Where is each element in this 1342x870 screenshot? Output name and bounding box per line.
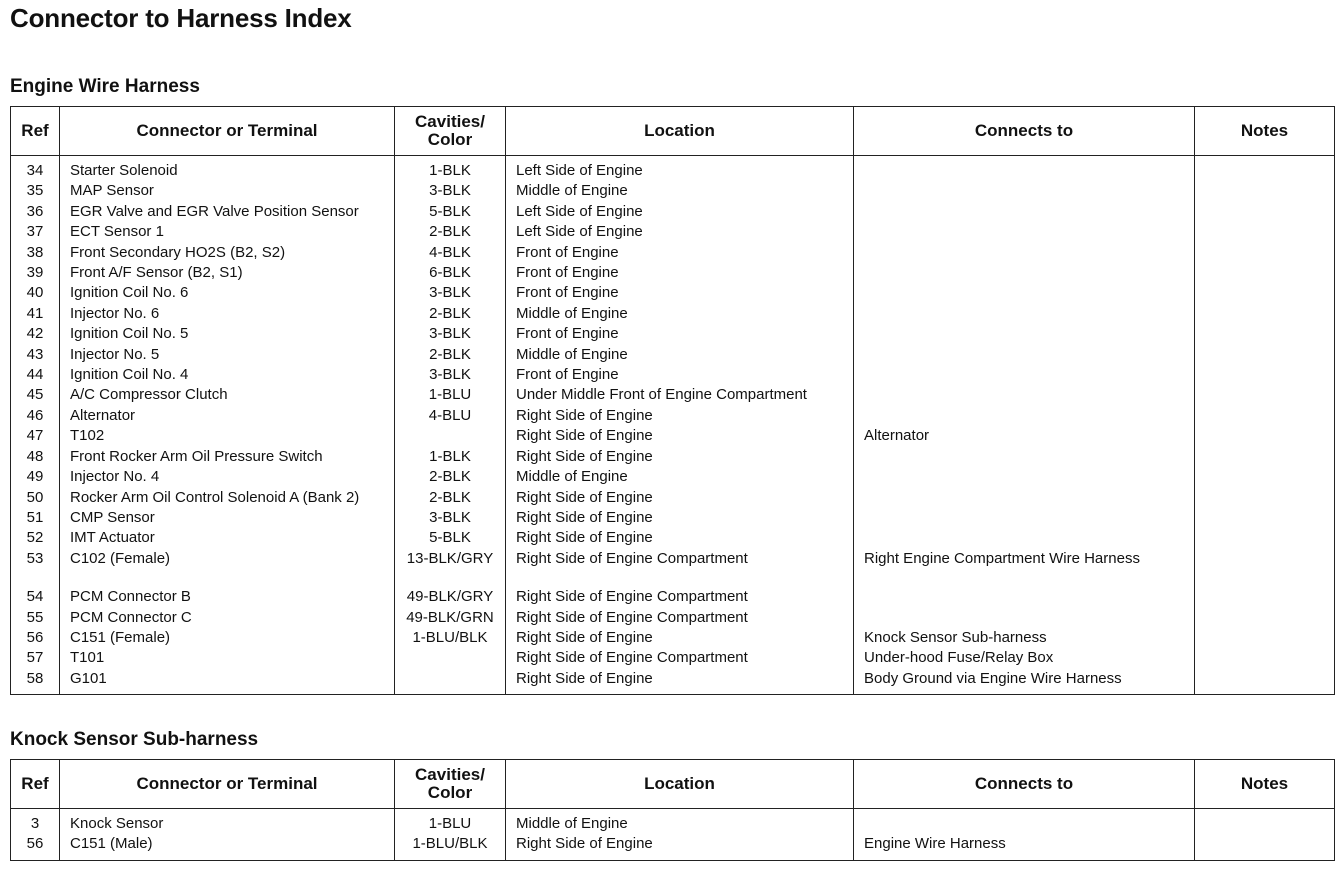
cavities-header-line1: Cavities/: [415, 112, 485, 131]
cell-cavities: 2-BLK: [395, 488, 506, 508]
cell-connects-to: [854, 263, 1195, 283]
cell-ref: 34: [11, 156, 60, 182]
cell-ref: 49: [11, 467, 60, 487]
cell-notes: [1195, 648, 1335, 668]
cell-notes: [1195, 243, 1335, 263]
cell-connects-to: [854, 304, 1195, 324]
cell-notes: [1195, 406, 1335, 426]
cell-location: Right Side of Engine: [506, 488, 854, 508]
cell-ref: 50: [11, 488, 60, 508]
cell-location: Under Middle Front of Engine Compartment: [506, 385, 854, 405]
cell-ref: 45: [11, 385, 60, 405]
cell-ref: 39: [11, 263, 60, 283]
cell-cavities: 1-BLU/BLK: [395, 628, 506, 648]
table-row: [11, 809, 1335, 835]
cell-connects-to: [854, 222, 1195, 242]
column-header-connects-to: Connects to: [854, 760, 1195, 809]
cell-connects-to: Alternator: [854, 426, 1195, 446]
cell-cavities: 3-BLK: [395, 365, 506, 385]
cell-location: Right Side of Engine Compartment: [506, 648, 854, 668]
cell-cavities: 3-BLK: [395, 181, 506, 201]
cell-notes: [1195, 628, 1335, 648]
cell-connector: Injector No. 4: [60, 467, 395, 487]
table-row: [11, 508, 1335, 528]
cell-location: Middle of Engine: [506, 181, 854, 201]
table-row: [11, 345, 1335, 365]
cell-connects-to: [854, 508, 1195, 528]
cell-ref: 55: [11, 608, 60, 628]
cell-notes: [1195, 669, 1335, 695]
cell-connector: ECT Sensor 1: [60, 222, 395, 242]
cell-ref: 53: [11, 549, 60, 569]
table-row: [11, 834, 1335, 860]
cell-connector: PCM Connector B: [60, 587, 395, 607]
cell-notes: [1195, 156, 1335, 182]
cell-cavities: 2-BLK: [395, 345, 506, 365]
cell-notes: [1195, 181, 1335, 201]
table-row: [11, 669, 1335, 695]
section-title-engine-wire-harness: Engine Wire Harness: [10, 76, 200, 97]
cell-ref: 54: [11, 587, 60, 607]
cell-connects-to: [854, 202, 1195, 222]
column-header-notes: Notes: [1195, 760, 1335, 809]
cell-ref: 52: [11, 528, 60, 548]
cell-connector: Ignition Coil No. 4: [60, 365, 395, 385]
column-header-connects-to: Connects to: [854, 107, 1195, 156]
table-row: [11, 608, 1335, 628]
cell-cavities: 4-BLK: [395, 243, 506, 263]
cell-location: Front of Engine: [506, 243, 854, 263]
cell-location: Front of Engine: [506, 283, 854, 303]
cell-connector: Front A/F Sensor (B2, S1): [60, 263, 395, 283]
cell-notes: [1195, 345, 1335, 365]
cell-cavities: 3-BLK: [395, 324, 506, 344]
engine-wire-harness-rows: [11, 156, 1335, 695]
cell-cavities: 6-BLK: [395, 263, 506, 283]
cell-connects-to: [854, 243, 1195, 263]
cell-location: Right Side of Engine: [506, 447, 854, 467]
cell-location: Middle of Engine: [506, 345, 854, 365]
cell-notes: [1195, 549, 1335, 569]
cell-ref: 40: [11, 283, 60, 303]
cell-connects-to: [854, 608, 1195, 628]
cell-ref: 38: [11, 243, 60, 263]
cell-cavities: 2-BLK: [395, 222, 506, 242]
cell-notes: [1195, 508, 1335, 528]
cell-notes: [1195, 467, 1335, 487]
column-header-connector: Connector or Terminal: [60, 760, 395, 809]
cell-notes: [1195, 587, 1335, 607]
cell-connector: Ignition Coil No. 5: [60, 324, 395, 344]
cell-connects-to: [854, 365, 1195, 385]
cell-connector: C102 (Female): [60, 549, 395, 569]
column-header-ref: Ref: [11, 760, 60, 809]
cell-ref: 36: [11, 202, 60, 222]
row-spacer: [11, 569, 1335, 587]
cell-ref: 41: [11, 304, 60, 324]
cell-notes: [1195, 304, 1335, 324]
cell-connector: T102: [60, 426, 395, 446]
cell-connects-to: Under-hood Fuse/Relay Box: [854, 648, 1195, 668]
table-row: [11, 243, 1335, 263]
cell-connects-to: [854, 181, 1195, 201]
column-header-location: Location: [506, 107, 854, 156]
engine-wire-harness-table: [10, 106, 1335, 695]
cell-notes: [1195, 809, 1335, 835]
cell-location: Right Side of Engine Compartment: [506, 549, 854, 569]
table-row: [11, 587, 1335, 607]
cell-ref: 48: [11, 447, 60, 467]
cell-notes: [1195, 222, 1335, 242]
cell-cavities: 5-BLK: [395, 202, 506, 222]
cell-ref: 51: [11, 508, 60, 528]
cell-cavities: 49-BLK/GRN: [395, 608, 506, 628]
cell-cavities: 4-BLU: [395, 406, 506, 426]
cell-connector: Front Secondary HO2S (B2, S2): [60, 243, 395, 263]
cell-location: Right Side of Engine: [506, 628, 854, 648]
cell-ref: 43: [11, 345, 60, 365]
cell-location: Right Side of Engine: [506, 426, 854, 446]
column-header-notes: Notes: [1195, 107, 1335, 156]
cell-connector: PCM Connector C: [60, 608, 395, 628]
cell-ref: 46: [11, 406, 60, 426]
table-row: [11, 181, 1335, 201]
table-row: [11, 365, 1335, 385]
cell-ref: 47: [11, 426, 60, 446]
cell-notes: [1195, 447, 1335, 467]
column-header-cavities: [395, 760, 506, 809]
cell-connector: MAP Sensor: [60, 181, 395, 201]
knock-sensor-sub-harness-table: [10, 759, 1335, 861]
cell-cavities: [395, 669, 506, 695]
cell-notes: [1195, 324, 1335, 344]
cell-connector: EGR Valve and EGR Valve Position Sensor: [60, 202, 395, 222]
table-row: [11, 385, 1335, 405]
table-row: [11, 156, 1335, 182]
cell-connector: CMP Sensor: [60, 508, 395, 528]
table-row: [11, 304, 1335, 324]
table-header-row: [11, 107, 1335, 156]
cell-ref: 56: [11, 834, 60, 860]
cell-connector: C151 (Female): [60, 628, 395, 648]
cell-notes: [1195, 528, 1335, 548]
cell-connector: Rocker Arm Oil Control Solenoid A (Bank 2): [60, 488, 395, 508]
table-row: [11, 549, 1335, 569]
cell-location: Left Side of Engine: [506, 222, 854, 242]
cell-connector: C151 (Male): [60, 834, 395, 860]
cell-connects-to: [854, 467, 1195, 487]
cell-cavities: 1-BLU/BLK: [395, 834, 506, 860]
cell-ref: 44: [11, 365, 60, 385]
cell-connects-to: [854, 488, 1195, 508]
cell-notes: [1195, 283, 1335, 303]
knock-sensor-sub-harness-rows: [11, 809, 1335, 861]
cell-location: Right Side of Engine Compartment: [506, 608, 854, 628]
cell-connects-to: [854, 345, 1195, 365]
cell-location: Left Side of Engine: [506, 202, 854, 222]
cell-location: Middle of Engine: [506, 304, 854, 324]
cell-location: Right Side of Engine: [506, 406, 854, 426]
column-header-cavities: [395, 107, 506, 156]
cell-location: Right Side of Engine: [506, 508, 854, 528]
cell-cavities: 13-BLK/GRY: [395, 549, 506, 569]
column-header-location: Location: [506, 760, 854, 809]
table-row: [11, 202, 1335, 222]
table-row: [11, 324, 1335, 344]
cell-notes: [1195, 426, 1335, 446]
cell-location: Front of Engine: [506, 324, 854, 344]
table-row: [11, 528, 1335, 548]
cell-connector: IMT Actuator: [60, 528, 395, 548]
table-row: [11, 406, 1335, 426]
table-row: [11, 447, 1335, 467]
cell-connector: Front Rocker Arm Oil Pressure Switch: [60, 447, 395, 467]
table-header-row: [11, 760, 1335, 809]
cell-location: Right Side of Engine Compartment: [506, 587, 854, 607]
column-header-ref: Ref: [11, 107, 60, 156]
cavities-header-line1: Cavities/: [415, 765, 485, 784]
cell-location: Right Side of Engine: [506, 528, 854, 548]
cell-connector: Injector No. 5: [60, 345, 395, 365]
cell-cavities: 1-BLK: [395, 447, 506, 467]
cell-connects-to: [854, 587, 1195, 607]
cell-connects-to: Right Engine Compartment Wire Harness: [854, 549, 1195, 569]
cell-connects-to: Engine Wire Harness: [854, 834, 1195, 860]
cell-location: Left Side of Engine: [506, 156, 854, 182]
cell-connector: Starter Solenoid: [60, 156, 395, 182]
table-row: [11, 488, 1335, 508]
table-row: [11, 467, 1335, 487]
cell-cavities: 49-BLK/GRY: [395, 587, 506, 607]
cell-connects-to: [854, 809, 1195, 835]
cell-connects-to: [854, 324, 1195, 344]
section-title-knock-sensor-sub-harness: Knock Sensor Sub-harness: [10, 729, 259, 750]
cell-notes: [1195, 834, 1335, 860]
cell-cavities: 5-BLK: [395, 528, 506, 548]
table-row: [11, 263, 1335, 283]
cell-cavities: 2-BLK: [395, 467, 506, 487]
cell-connector: G101: [60, 669, 395, 695]
page-title: Connector to Harness Index: [10, 3, 352, 33]
table-row: [11, 628, 1335, 648]
cell-notes: [1195, 365, 1335, 385]
cell-location: Front of Engine: [506, 263, 854, 283]
cell-location: Middle of Engine: [506, 467, 854, 487]
cell-cavities: 2-BLK: [395, 304, 506, 324]
cell-ref: 57: [11, 648, 60, 668]
cell-location: Middle of Engine: [506, 809, 854, 835]
cell-connects-to: [854, 156, 1195, 182]
table-row: [11, 222, 1335, 242]
table-row: [11, 648, 1335, 668]
cell-notes: [1195, 488, 1335, 508]
cell-ref: 3: [11, 809, 60, 835]
cell-cavities: 3-BLK: [395, 283, 506, 303]
cell-connects-to: Knock Sensor Sub-harness: [854, 628, 1195, 648]
cell-connects-to: [854, 528, 1195, 548]
cell-connects-to: [854, 406, 1195, 426]
cell-cavities: 3-BLK: [395, 508, 506, 528]
table-row: [11, 283, 1335, 303]
cavities-header-line2: Color: [427, 130, 473, 149]
cell-connector: Injector No. 6: [60, 304, 395, 324]
cell-cavities: [395, 648, 506, 668]
cavities-header-line2: Color: [427, 783, 473, 802]
cell-connector: Knock Sensor: [60, 809, 395, 835]
cell-connector: T101: [60, 648, 395, 668]
cell-ref: 58: [11, 669, 60, 695]
column-header-connector: Connector or Terminal: [60, 107, 395, 156]
cell-connector: A/C Compressor Clutch: [60, 385, 395, 405]
cell-notes: [1195, 263, 1335, 283]
cell-cavities: 1-BLU: [395, 809, 506, 835]
cell-ref: 37: [11, 222, 60, 242]
cell-connector: Alternator: [60, 406, 395, 426]
cell-ref: 56: [11, 628, 60, 648]
cell-cavities: 1-BLU: [395, 385, 506, 405]
table-row: [11, 426, 1335, 446]
cell-notes: [1195, 385, 1335, 405]
cell-connects-to: [854, 447, 1195, 467]
cell-ref: 42: [11, 324, 60, 344]
cell-connects-to: [854, 283, 1195, 303]
cell-connects-to: [854, 385, 1195, 405]
cell-ref: 35: [11, 181, 60, 201]
cell-notes: [1195, 202, 1335, 222]
cell-location: Front of Engine: [506, 365, 854, 385]
cell-cavities: [395, 426, 506, 446]
cell-connector: Ignition Coil No. 6: [60, 283, 395, 303]
cell-location: Right Side of Engine: [506, 834, 854, 860]
cell-location: Right Side of Engine: [506, 669, 854, 695]
cell-cavities: 1-BLK: [395, 156, 506, 182]
cell-notes: [1195, 608, 1335, 628]
cell-connects-to: Body Ground via Engine Wire Harness: [854, 669, 1195, 695]
